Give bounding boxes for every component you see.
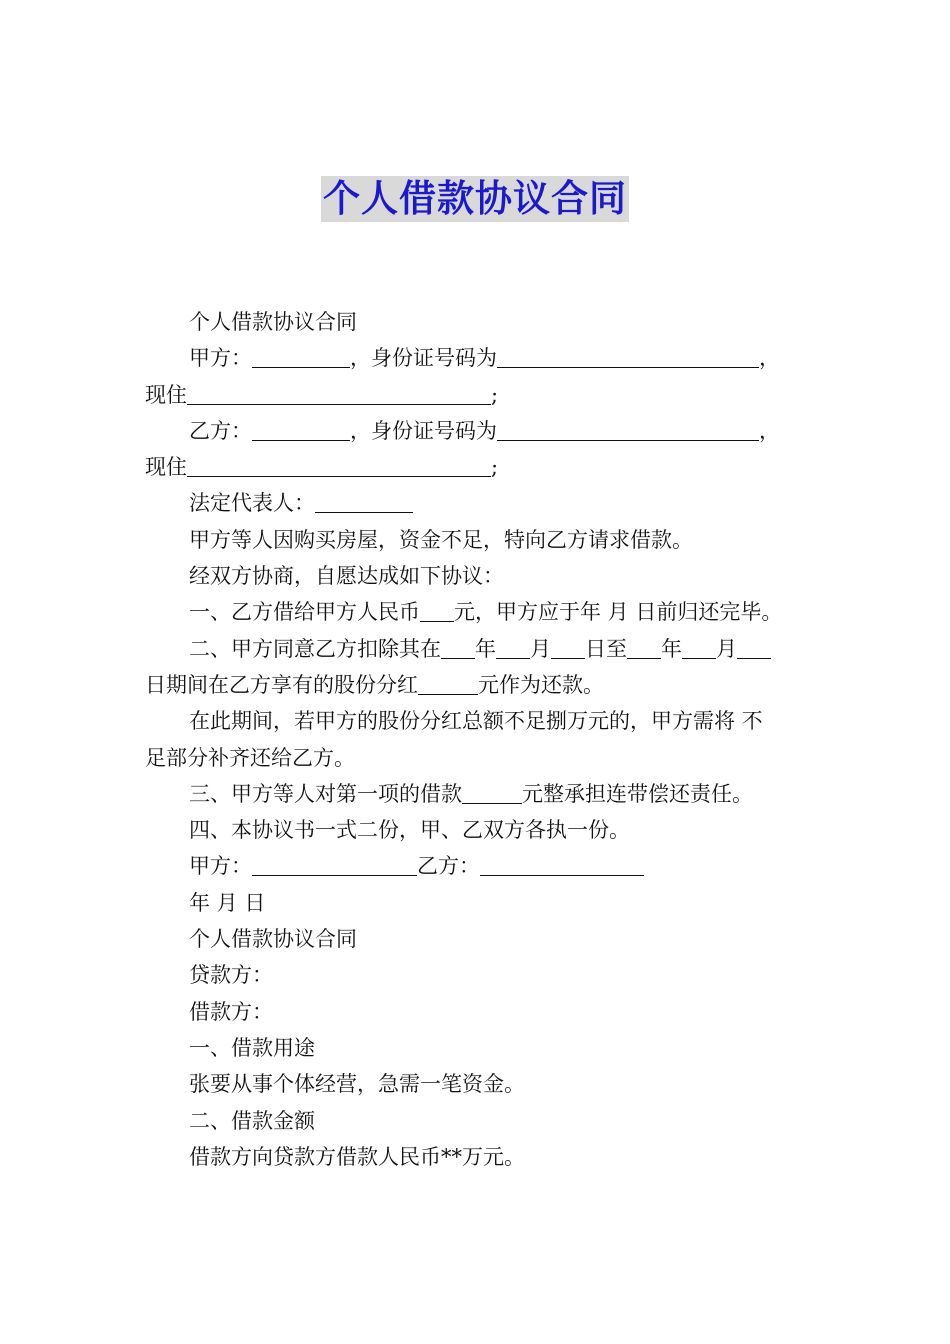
end-day-blank [737,636,771,659]
start-year-blank [441,636,475,659]
legal-rep-line [145,485,810,521]
end-month-blank [682,636,716,659]
party-a-address-line [145,377,810,413]
id-label: ，身份证号码为 [350,418,497,443]
heading-line: 个人借款协议合同 [189,310,357,334]
dividend-blank [418,672,478,695]
start-month-blank [496,636,530,659]
semicolon: ; [491,382,499,407]
clause-1 [145,594,810,630]
paragraph-agreement: 经双方协商，自愿达成如下协议： [189,564,504,589]
document-body [145,304,810,1175]
section-purpose-heading: 一、借款用途 [189,1035,315,1060]
party-a-line [145,340,810,376]
section-amount-text: 借款方向贷款方借款人民币**万元。 [189,1144,525,1169]
clause-3-text: 三、甲方等人对第一项的借款 [189,781,462,806]
month-label: 月 [716,636,737,661]
clause-1-text: 一、乙方借给甲方人民币 [189,600,420,625]
year-label: 年 [661,636,682,661]
clause-3 [145,776,810,812]
year-label: 年 [475,636,496,661]
date-line: 年 月 日 [189,890,266,915]
comma: ， [759,418,780,443]
lender-line: 贷款方： [189,963,273,988]
month-label: 月 [530,636,551,661]
party-b-line [145,413,810,449]
sign-party-a-blank [252,853,417,876]
clause-2-cont [145,667,810,703]
clause-2-text: 二、甲方同意乙方扣除其在 [189,636,441,661]
legal-rep-blank [315,490,413,513]
semicolon: ; [491,455,499,480]
clause-4: 四、本协议书一式二份，甲、乙双方各执一份。 [189,818,630,843]
sign-party-b-label: 乙方： [417,854,480,879]
party-b-address-line [145,449,810,485]
end-year-blank [627,636,661,659]
paragraph-shortfall-cont: 足部分补齐还给乙方。 [145,745,355,770]
start-day-blank [551,636,585,659]
party-a-address-blank [187,382,491,405]
day-to-label: 日至 [585,636,627,661]
section-purpose-text: 张要从事个体经营，急需一笔资金。 [189,1072,525,1097]
party-b-label: 乙方： [189,418,252,443]
id-label: ，身份证号码为 [350,346,497,371]
sign-party-a-label: 甲方： [189,854,252,879]
loan-amount-blank [462,781,522,804]
party-b-name-blank [252,418,350,441]
paragraph-shortfall: 在此期间，若甲方的股份分红总额不足捌万元的，甲方需将 不 [189,709,763,734]
party-a-id-blank [497,345,759,368]
section-amount-heading: 二、借款金额 [189,1108,315,1133]
party-b-id-blank [497,418,759,441]
clause-3-text-end: 元整承担连带偿还责任。 [522,781,753,806]
legal-rep-label: 法定代表人： [189,491,315,516]
title-wrap [0,176,950,222]
party-a-label: 甲方： [189,346,252,371]
clause-2-cont-end: 元作为还款。 [478,672,604,697]
second-heading: 个人借款协议合同 [189,927,357,952]
party-a-name-blank [252,345,350,368]
address-label: 现住 [145,382,187,407]
sign-party-b-blank [480,853,644,876]
party-b-address-blank [187,454,491,477]
address-label: 现住 [145,455,187,480]
clause-1-text-end: 元，甲方应于年 月 日前归还完毕。 [454,600,783,625]
clause-2 [145,631,810,667]
signature-line [145,848,810,884]
document-title: 个人借款协议合同 [323,177,627,220]
comma: ， [759,346,780,371]
clause-2-cont-text: 日期间在乙方享有的股份分红 [145,672,418,697]
paragraph-reason: 甲方等人因购买房屋，资金不足，特向乙方请求借款。 [189,527,693,552]
amount-blank [420,599,454,622]
borrower-line: 借款方： [189,999,273,1024]
